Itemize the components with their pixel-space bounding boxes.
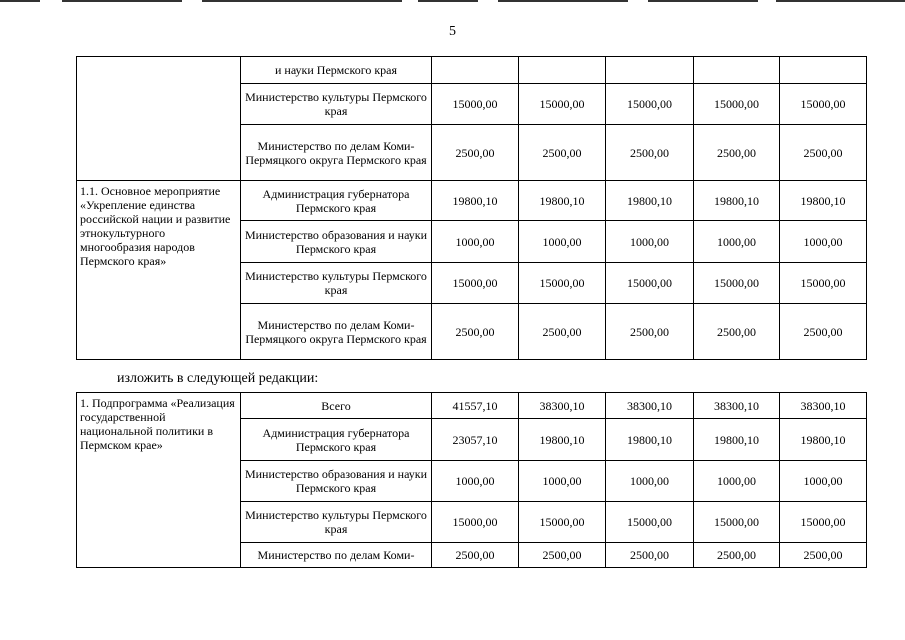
value-cell: 19800,10 (780, 181, 867, 221)
value-cell: 2500,00 (519, 543, 606, 568)
value-cell: 2500,00 (606, 125, 694, 181)
value-cell: 2500,00 (519, 125, 606, 181)
budget-table-bottom (76, 392, 867, 568)
value-cell: 2500,00 (694, 304, 780, 360)
value-cell: 15000,00 (694, 263, 780, 304)
value-cell: 1000,00 (432, 221, 519, 263)
executor-cell: Министерство образования и науки Пермского края (241, 221, 432, 263)
table-row (77, 57, 867, 84)
value-cell: 15000,00 (780, 502, 867, 543)
value-cell: 1000,00 (519, 461, 606, 502)
value-cell: 19800,10 (780, 419, 867, 461)
value-cell: 1000,00 (694, 221, 780, 263)
value-cell: 15000,00 (432, 263, 519, 304)
executor-cell: Министерство по делам Коми-Пермяцкого округа Пермского края (241, 125, 432, 181)
budget-table-top (76, 56, 867, 360)
value-cell: 15000,00 (432, 84, 519, 125)
value-cell: 2500,00 (606, 304, 694, 360)
value-cell: 19800,10 (432, 181, 519, 221)
value-cell: 15000,00 (606, 502, 694, 543)
value-cell: 41557,10 (432, 393, 519, 419)
executor-cell: Министерство культуры Пермского края (241, 502, 432, 543)
value-cell: 38300,10 (780, 393, 867, 419)
value-cell (780, 57, 867, 84)
value-cell: 15000,00 (606, 263, 694, 304)
value-cell: 15000,00 (519, 84, 606, 125)
value-cell: 15000,00 (432, 502, 519, 543)
value-cell: 15000,00 (780, 84, 867, 125)
value-cell: 2500,00 (780, 543, 867, 568)
value-cell: 15000,00 (694, 84, 780, 125)
executor-cell: Администрация губернатора Пермского края (241, 181, 432, 221)
executor-cell: Министерство культуры Пермского края (241, 84, 432, 125)
value-cell: 2500,00 (432, 304, 519, 360)
executor-cell: Администрация губернатора Пермского края (241, 419, 432, 461)
value-cell: 1000,00 (519, 221, 606, 263)
executor-cell: Министерство по делам Коми- (241, 543, 432, 568)
value-cell: 19800,10 (606, 181, 694, 221)
value-cell: 2500,00 (606, 543, 694, 568)
value-cell: 1000,00 (606, 461, 694, 502)
value-cell: 2500,00 (519, 304, 606, 360)
empty-program-cell (77, 57, 241, 181)
value-cell: 19800,10 (606, 419, 694, 461)
executor-cell: Министерство образования и науки Пермского края (241, 461, 432, 502)
table-row (77, 393, 867, 419)
value-cell: 15000,00 (519, 502, 606, 543)
executor-cell: и науки Пермского края (241, 57, 432, 84)
value-cell: 2500,00 (780, 304, 867, 360)
value-cell: 1000,00 (432, 461, 519, 502)
value-cell: 1000,00 (780, 221, 867, 263)
value-cell: 2500,00 (694, 543, 780, 568)
value-cell: 38300,10 (606, 393, 694, 419)
value-cell (432, 57, 519, 84)
value-cell (519, 57, 606, 84)
value-cell: 15000,00 (519, 263, 606, 304)
value-cell: 2500,00 (432, 125, 519, 181)
value-cell: 1000,00 (606, 221, 694, 263)
value-cell: 15000,00 (780, 263, 867, 304)
value-cell: 2500,00 (694, 125, 780, 181)
executor-cell: Министерство культуры Пермского края (241, 263, 432, 304)
page-number: 5 (449, 24, 456, 39)
value-cell (606, 57, 694, 84)
subprogram-title: 1. Подпрограмма «Реализация государственной национальной политики в Пермском крае» (77, 393, 241, 568)
value-cell: 38300,10 (694, 393, 780, 419)
value-cell: 2500,00 (780, 125, 867, 181)
value-cell (694, 57, 780, 84)
value-cell: 19800,10 (694, 181, 780, 221)
value-cell: 19800,10 (519, 419, 606, 461)
value-cell: 23057,10 (432, 419, 519, 461)
value-cell: 1000,00 (694, 461, 780, 502)
value-cell: 15000,00 (694, 502, 780, 543)
value-cell: 1000,00 (780, 461, 867, 502)
value-cell: 19800,10 (519, 181, 606, 221)
executor-cell: Всего (241, 393, 432, 419)
value-cell: 19800,10 (694, 419, 780, 461)
value-cell: 38300,10 (519, 393, 606, 419)
amendment-text: изложить в следующей редакции: (117, 371, 319, 386)
measure-title: 1.1. Основное мероприятие «Укрепление единства российской нации и развитие этнокультурного многообразия народов Пермского края» (77, 181, 241, 360)
executor-cell: Министерство по делам Коми-Пермяцкого округа Пермского края (241, 304, 432, 360)
scan-top-edge (0, 0, 905, 3)
value-cell: 2500,00 (432, 543, 519, 568)
value-cell: 15000,00 (606, 84, 694, 125)
table-row (77, 181, 867, 221)
